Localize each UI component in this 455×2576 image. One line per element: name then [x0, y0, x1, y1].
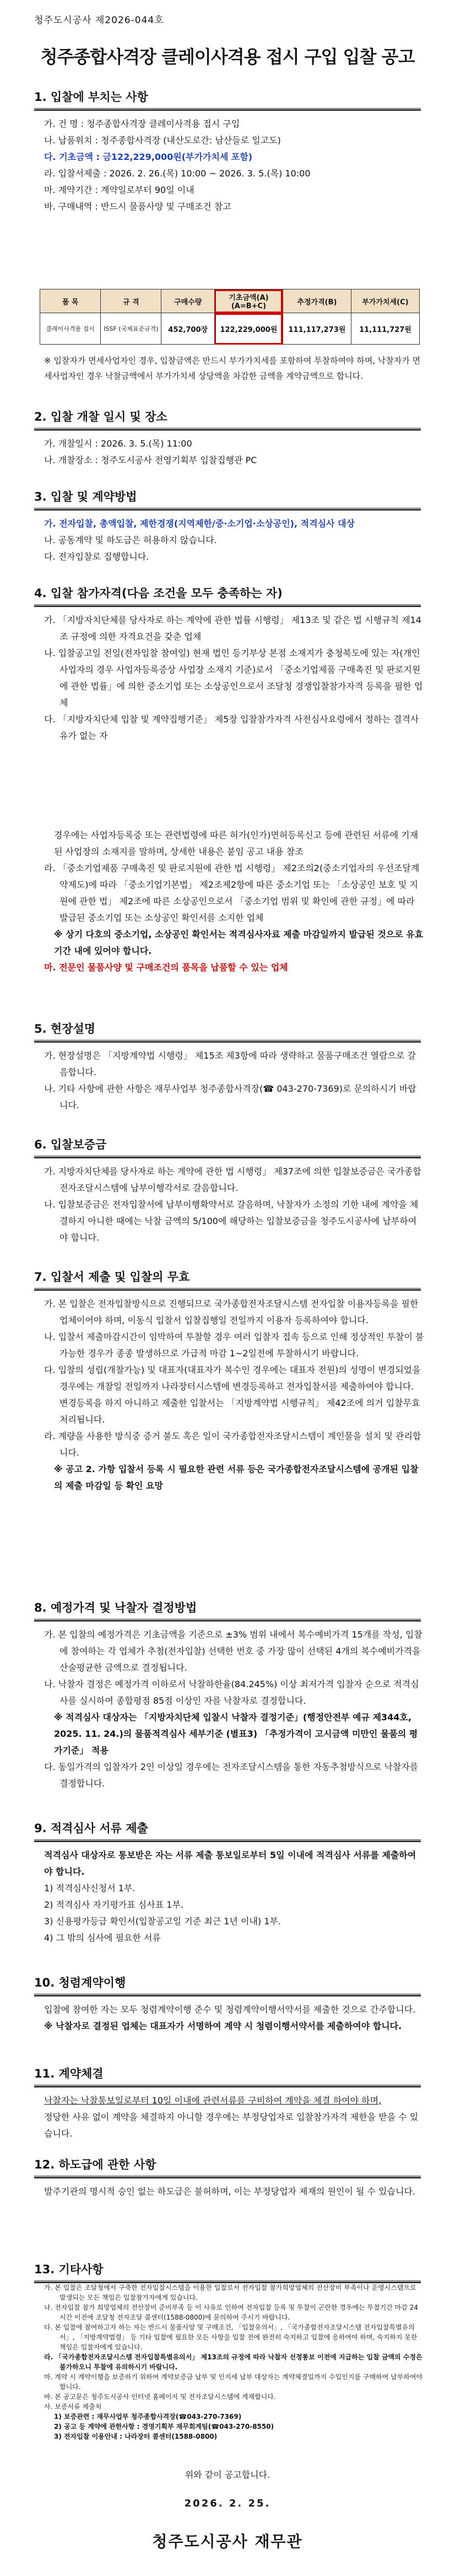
section-13-items	[44, 2283, 424, 2441]
section-12-heading: 12. 하도급에 관한 사항	[34, 2156, 421, 2176]
s13-item-ba: 바. 본 공고문은 청주도시공사 인터넷 홈페이지 및 전자조달시스템에 게재합니다.	[44, 2393, 276, 2401]
s6-item-ga: 가. 지방자치단체를 당사자로 하는 계약에 관한 법 시행령」 제37조에 의한 입찰보증금은 국가종합전자조달시스템에 납부이행각서로 갈음합니다.	[44, 1166, 421, 1193]
table-row	[40, 313, 420, 345]
s6-item-na: 나. 입찰보증금은 전자입찰서에 납부이행확약서로 갈음하며, 낙찰자가 소정의 기한 내에 계약을 체결하지 아니한 때에는 낙찰 금액의 5/100에 해당하는 입찰보증금을 청주도시공사에 납부하여야 합니다.	[44, 1199, 419, 1243]
section-1-items	[44, 116, 424, 215]
closing-statement: 위와 같이 공고합니다.	[185, 2470, 270, 2480]
s9-doc-2: 2) 적격심사 자기평가표 심사표 1부.	[44, 1899, 183, 1910]
s13-item-ga: 가. 본 입찰은 조달청에서 구축한 전자입찰시스템을 이용한 입찰로서 전자입찰 참가희망업체의 전산장비 부족이나 운영시스템으로 발생되는 모든 책임은 입찰참가자에게 있습니다.	[44, 2284, 416, 2301]
s9-lead: 적격심사 대상자로 통보받은 자는 서류 제출 통보일로부터 5일 이내에 적격심사 서류를 제출하여야 합니다.	[44, 1850, 416, 1877]
section-10-items	[44, 2001, 424, 2035]
s8-item-ga: 가. 본 입찰의 예정가격은 기초금액을 기준으로 ±3% 범위 내에서 복수예비가격 15개를 작성, 입찰에 참여하는 각 업체가 추첨(전자입찰) 선택한 번호 중 가장 많이 선택된 4개의 복수예비가격을 산술평균한 금액으로 결정됩니다.	[44, 1629, 422, 1673]
s4-para2: 경우에는 사업자등록증 또는 관련법령에 따른 허가(인가)면허등록신고 등에 관련된 서류에 기재된 사업장의 소재지를 말하며, 상세한 내용은 붙임 공고 내용 참조	[54, 830, 419, 857]
s7-item-na: 나. 입찰서 제출마감시간이 임박하여 투찰할 경우 여러 입찰자 접속 등으로 인해 정상적인 투찰이 불가능한 경우가 종종 발생하므로 가급적 마감 1~2일전에 투찰하시기 바랍니다.	[44, 1332, 424, 1359]
th-est-price: 추정가격(B)	[283, 289, 351, 313]
s13-contact-3: 3) 전자입찰 이용안내 : 나라장터 콜센터(1588-0800)	[54, 2433, 218, 2440]
s11-text1: 낙찰자는 낙찰통보일로부터 10일 이내에 관련서류를 구비하여 계약을 체결 하여야 하며,	[44, 2095, 382, 2106]
s8-star-note: ※ 적격심사 대상자는 「지방자치단체 입찰시 낙찰자 결정기준」(행정안전부 예규 제344호, 2025. 11. 24.)의 물품적격심사 세부기준 (별표3) 「추정가격이 고시금액 미만인 물품의 평가기준」 적용	[54, 1712, 418, 1756]
s1-vat-note: ※ 입찰자가 면세사업자인 경우, 입찰금액은 반드시 부가가치세를 포함하여 투찰하여야 하며, 낙찰자가 면세사업자인 경우 낙찰금액에서 부가가치세 상당액을 차감한 금액을 계약금액으로 합니다.	[44, 356, 421, 381]
s9-doc-1: 1) 적격심사신청서 1부.	[44, 1883, 136, 1893]
s1-item-name: 가. 건 명 : 청주종합사격장 클레이사격용 접시 구입	[44, 119, 240, 129]
s4-item-na: 나. 입찰공고일 전일(전자입찰 참여일) 현재 법인 등기부상 본점 소재지가 충청북도에 있는 자(개인사업자의 경우 사업자등록증상 사업장 소재지 기준)로서 「중소기업제품 구매촉진 및 판로지원에 관한 법률」에 의한 중소기업 또는 소상공인으로서 조달청 경쟁입찰참가자격 등록을 필한 업체	[44, 648, 423, 708]
s13-item-ra: 라. 「국가종합전자조달시스템 전자입찰특별유의서」 제13조의 규정에 따라 낙찰자 선정통보 이전에 지급하는 입찰 금액의 수정은 불가하오니 투찰에 유의하시기 바랍니다.	[44, 2353, 422, 2371]
section-6-heading: 6. 입찰보증금	[34, 1136, 421, 1156]
section-6-items	[44, 1163, 424, 1246]
s2-open-datetime: 가. 개찰일시 : 2026. 3. 5.(목) 11:00	[44, 438, 192, 449]
section-1-heading: 1. 입찰에 부치는 사항	[34, 88, 421, 109]
s2-open-place: 나. 개찰장소 : 청주도시공사 전영기획부 입찰집행관 PC	[44, 455, 257, 465]
s3-electronic: 다. 전자입찰로 집행합니다.	[44, 551, 149, 562]
section-2-heading: 2. 입찰 개찰 일시 및 장소	[34, 408, 421, 428]
td-qty: 452,700장	[161, 313, 214, 345]
section-7-items	[44, 1296, 424, 1494]
th-item: 품 목	[40, 289, 101, 313]
section-4-heading: 4. 입찰 참가자격(다음 조건을 모두 충족하는 자)	[34, 584, 421, 605]
s4-item-ga: 가. 「지방자치단체를 당사자로 하는 계약에 관한 법률 시행령」 제13조 및 같은 법 시행규칙 제14조 규정에 의한 자격요건을 갖춘 업체	[44, 615, 421, 642]
td-est-price: 111,117,273원	[283, 313, 351, 345]
s13-contact-1: 1) 보증관련 : 재무사업부 청주종합사격장(☎043-270-7369)	[54, 2413, 242, 2421]
purchase-spec-table	[40, 289, 420, 345]
s1-item-base-price: 다. 기초금액 : 금122,229,000원(부가가치세 포함)	[44, 152, 253, 162]
td-base-price: 122,229,000원	[214, 313, 283, 345]
td-item: 클레이사격용 접시	[40, 313, 101, 345]
notice-date: 2026. 2. 25.	[184, 2498, 271, 2509]
section-7-heading: 7. 입찰서 제출 및 입찰의 무효	[34, 1268, 421, 1289]
th-spec: 규 격	[101, 289, 161, 313]
th-qty: 구매수량	[161, 289, 214, 313]
s7-item-ra: 라. 계량을 사용한 방식중 증거 불도 혹은 일이 국가종합전자조달시스템이 계인물을 설치 및 관리합니다.	[44, 1431, 421, 1458]
signer-name: 청주도시공사 재무관	[152, 2532, 303, 2551]
section-13-heading: 13. 기타사항	[34, 2261, 421, 2281]
section-2-items	[44, 436, 424, 469]
s13-item-ma: 마. 계약 시 계약이행을 보증하기 위하여 계약보증금 납부 및 인지세 납부 대상자는 계약체결일까지 수입인지를 구매하여 납부하여야 합니다.	[44, 2373, 423, 2391]
section-8-heading: 8. 예정가격 및 낙찰자 결정방법	[34, 1599, 421, 1619]
section-8-items	[44, 1627, 424, 1792]
s4-item-da: 다. 「지방자치단체 입찰 및 계약집행기준」 제5장 입찰참가자격 사전심사요령에서 정하는 결격사유가 없는 자	[44, 714, 419, 741]
s13-item-sa: 사. 보증서류 제출처	[44, 2403, 102, 2411]
s4-item-ma: 마. 전문인 물품사양 및 구매조건의 품목을 납품할 수 있는 업체	[44, 962, 288, 973]
section-11-heading: 11. 계약체결	[34, 2065, 421, 2085]
s11-text2: 정당한 사유 없이 계약을 체결하지 아니할 경우에는 부정당업자로 입찰참가자격 제한을 받을 수 있습니다.	[44, 2112, 419, 2139]
s1-item-contract-period: 마. 계약기간 : 계약일로부터 90일 이내	[44, 185, 194, 195]
section-11-items	[44, 2092, 424, 2142]
td-vat: 11,111,727원	[351, 313, 419, 345]
s12-text: 발주기관의 명시적 승인 없는 하도급은 불허하며, 이는 부정당업자 제재의 원인이 될 수 있습니다.	[44, 2186, 415, 2197]
s10-note: ※ 낙찰자로 결정된 업체는 대표자가 서명하여 계약 시 청렴이행서약서를 제출하여야 합니다.	[44, 2021, 402, 2031]
s8-item-na: 나. 낙찰자 결정은 예정가격 이하로서 낙찰하한율(84.245%) 이상 최저가격 입찰자 순으로 적격심사를 실시하여 종합평점 85점 이상인 자를 낙찰자로 결정합니다.	[44, 1679, 419, 1706]
section-4-continued	[44, 827, 424, 976]
s7-item-da: 다. 입찰의 성립(개찰가능) 및 대표자(대표자가 복수인 경우에는 대표자 전원)의 성명이 변경되었을 경우에는 개찰일 전일까지 나라장터시스템에 변경등록하고 전자입찰서를 제출하여야 합니다. 변경등록을 하지 아니하고 제출한 입찰서는 「지방계약법 시행규칙」 제42조에 의거 입찰무효 처리됩니다.	[44, 1365, 421, 1425]
s4-item-ra: 라. 「중소기업제품 구매촉진 및 판로지원에 관한 법 시행령」 제2조의2(중소기업자의 우선조달계약제도)에 따라 「중소기업기본법」 제2조제2항에 따른 중소기업 또는 「소상공인 보호 및 지원에 관한 법」 제2조에 따른 소상공인으로서 「중소기업 범위 및 확인에 관한 규정」에 따라 발급된 중소기업 또는 소상공인 확인서를 소지한 업체	[44, 863, 420, 923]
section-9-heading: 9. 적격심사 서류 제출	[34, 1820, 421, 1840]
s5-item-na: 나. 기타 사항에 관한 사항은 재무사업부 청주종합사격장(☎ 043-270-7369)로 문의하시기 바랍니다.	[44, 1083, 416, 1110]
section-3-items	[44, 516, 424, 565]
section-4-items	[44, 612, 424, 744]
s8-item-da: 다. 동일가격의 입찰자가 2인 이상일 경우에는 전자조달시스템을 통한 자동추첨방식으로 낙찰자를 결정합니다.	[44, 1762, 419, 1789]
s1-item-purchase-detail: 바. 구매내역 : 반드시 물품사양 및 구매조건 참고	[44, 201, 231, 212]
section-3-heading: 3. 입찰 및 계약방법	[34, 488, 421, 508]
s10-text: 입찰에 참여한 자는 모두 청렴계약이행 준수 및 청렴계약이행서약서를 제출한 것으로 간주합니다.	[44, 2004, 416, 2015]
s1-item-location: 나. 납품위치 : 청주종합사격장 (내산도로간: 남산들로 일고도)	[44, 135, 281, 146]
section-12-items	[44, 2183, 424, 2200]
td-spec: ISSF (국제표준규격)	[101, 313, 161, 345]
section-5-items	[44, 1048, 424, 1114]
section-10-heading: 10. 청렴계약이행	[34, 1974, 421, 1994]
section-5-heading: 5. 현장설명	[34, 1020, 421, 1040]
section-9-items	[44, 1847, 424, 1946]
s7-item-ga: 가. 본 입찰은 전자입찰방식으로 진행되므로 국가종합전자조달시스템 전자입찰 이용자등록을 필한 업체이어야 하며, 이동식 입찰서 입찰집행일 전일까지 이용자 등록하여야 합니다.	[44, 1298, 419, 1325]
th-base-price: 기초금액(A) (A=B+C)	[214, 289, 283, 313]
table-header-row	[40, 289, 420, 313]
s4-star-note: ※ 상기 다호의 중소기업, 소상공인 확인서는 적격심사자료 제출 마감일까지 발급된 것으로 유효기간 내에 있어야 합니다.	[54, 929, 424, 956]
th-vat: 부가가치세(C)	[351, 289, 419, 313]
s3-method: 가. 전자입찰, 총액입찰, 제한경쟁(지역제한/중·소기업·소상공인), 적격심사 대상	[44, 518, 355, 529]
s7-star-note: ※ 공고 2. 가항 입찰서 등록 시 필요한 관련 서류 등은 국가종합전자조달시스템에 공개된 입찰의 제출 마감일 등 확인 요망	[54, 1464, 419, 1491]
s13-contact-2: 2) 공고 등 계약에 관한사항 : 경영기획부 재무회계팀(☎043-270-8550)	[54, 2423, 274, 2430]
s13-item-da: 다. 본 입찰에 참여하고자 하는 자는 반드시 물품사양 및 구매조건, 「입찰유의서」, 「국가종합전자조달시스템 전자입찰특별유의서」, 「지방계약법령」 등 기타 입찰에 필요한 모든 사항을 입찰 전에 완전히 숙지하고 입찰에 응하여야 하며, 숙지하지 못한 책임은 입찰자에게 있습니다.	[44, 2323, 418, 2351]
s1-item-submit-period: 라. 입찰서제출 : 2026. 2. 26.(목) 10:00 ~ 2026. 3. 5.(목) 10:00	[44, 168, 311, 179]
s3-joint-contract: 나. 공동계약 및 하도급은 허용하지 않습니다.	[44, 535, 217, 545]
document-number: 청주도시공사 제2026-044호	[34, 15, 164, 26]
s5-item-ga: 가. 현장설명은 「지방계약법 시행령」 제15조 제3항에 따라 생략하고 물품구매조건 열람으로 갈음합니다.	[44, 1050, 416, 1077]
s9-doc-3: 3) 신용평가등급 확인서(입찰공고일 기준 최근 1년 이내) 1부.	[44, 1916, 281, 1926]
page-title: 청주종합사격장 클레이사격용 접시 구입 입찰 공고	[40, 46, 415, 67]
s13-item-na: 나. 전자입찰 참가 희망업체의 전산장비 준비부족 등 이 사유로 인하여 전자입찰 등록 및 투찰이 곤란한 경우에는 투찰기간 마감 24시간 이전에 조달청 전자조달 콜센터(1588-0800)에 문의하여 주시기 바랍니다.	[44, 2304, 418, 2321]
s9-doc-4: 4) 그 밖의 심사에 필요한 서류	[44, 1933, 161, 1943]
